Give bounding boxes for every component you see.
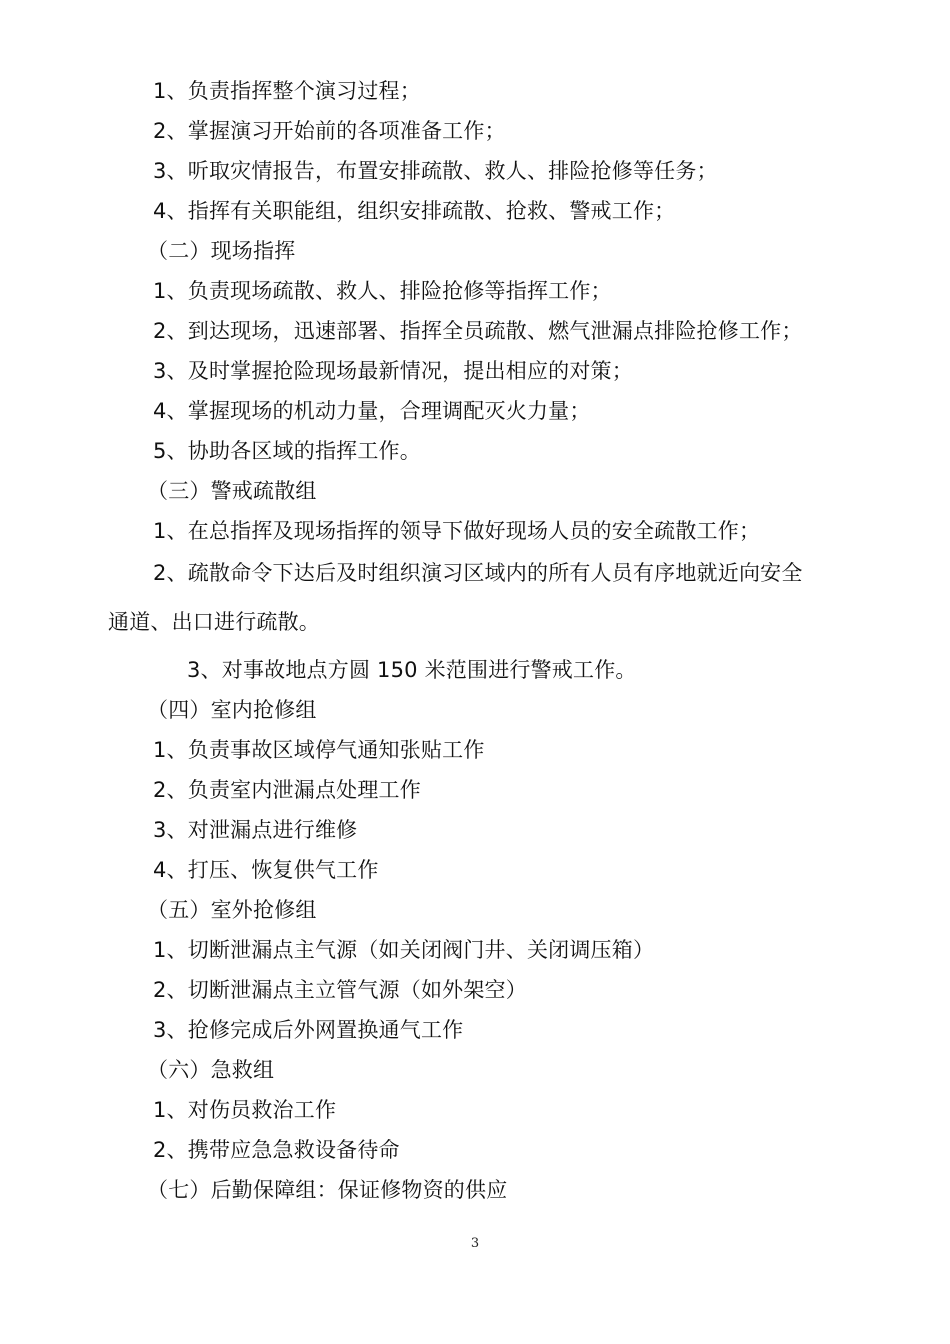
item-2-indoor-repair: 2、负责室内泄漏点处理工作 xyxy=(153,778,421,802)
item-2-site-command: 2、到达现场，迅速部署、指挥全员疏散、燃气泄漏点排险抢修工作； xyxy=(153,319,803,343)
item-4-commander-groups: 4、指挥有关职能组，组织安排疏散、抢救、警戒工作； xyxy=(153,199,676,223)
item-2-first-aid: 2、携带应急急救设备待命 xyxy=(153,1138,400,1162)
section-heading-logistics: （七）后勤保障组：保证修物资的供应 xyxy=(147,1178,508,1202)
item-3-outdoor-repair: 3、抢修完成后外网置换通气工作 xyxy=(153,1018,464,1042)
item-2-evacuation-continued: 通道、出口进行疏散。 xyxy=(108,610,320,634)
item-3-site-command: 3、及时掌握抢险现场最新情况，提出相应的对策； xyxy=(153,359,633,383)
page-number: 3 xyxy=(470,1236,480,1251)
item-3-evacuation: 3、对事故地点方圆 150 米范围进行警戒工作。 xyxy=(187,658,637,682)
item-2-commander-prep: 2、掌握演习开始前的各项准备工作； xyxy=(153,119,506,143)
section-heading-first-aid: （六）急救组 xyxy=(147,1058,275,1082)
item-1-first-aid: 1、对伤员救治工作 xyxy=(153,1098,337,1122)
item-3-indoor-repair: 3、对泄漏点进行维修 xyxy=(153,818,358,842)
section-heading-indoor-repair: （四）室内抢修组 xyxy=(147,698,317,722)
section-heading-outdoor-repair: （五）室外抢修组 xyxy=(147,898,317,922)
item-1-site-command: 1、负责现场疏散、救人、排险抢修等指挥工作； xyxy=(153,279,612,303)
item-4-site-command: 4、掌握现场的机动力量，合理调配灭火力量； xyxy=(153,399,591,423)
item-1-indoor-repair: 1、负责事故区域停气通知张贴工作 xyxy=(153,738,485,762)
item-1-evacuation: 1、在总指挥及现场指挥的领导下做好现场人员的安全疏散工作； xyxy=(153,519,761,543)
section-heading-evacuation: （三）警戒疏散组 xyxy=(147,479,317,503)
item-2-evacuation: 2、疏散命令下达后及时组织演习区域内的所有人员有序地就近向安全 xyxy=(153,561,803,585)
item-2-outdoor-repair: 2、切断泄漏点主立管气源（如外架空） xyxy=(153,978,527,1002)
item-3-commander-report: 3、听取灾情报告，布置安排疏散、救人、排险抢修等任务； xyxy=(153,159,718,183)
item-1-commander-overall: 1、负责指挥整个演习过程； xyxy=(153,79,421,103)
section-heading-site-command: （二）现场指挥 xyxy=(147,239,296,263)
item-4-indoor-repair: 4、打压、恢复供气工作 xyxy=(153,858,379,882)
item-5-site-command: 5、协助各区域的指挥工作。 xyxy=(153,439,421,463)
item-1-outdoor-repair: 1、切断泄漏点主气源（如关闭阀门井、关闭调压箱） xyxy=(153,938,655,962)
